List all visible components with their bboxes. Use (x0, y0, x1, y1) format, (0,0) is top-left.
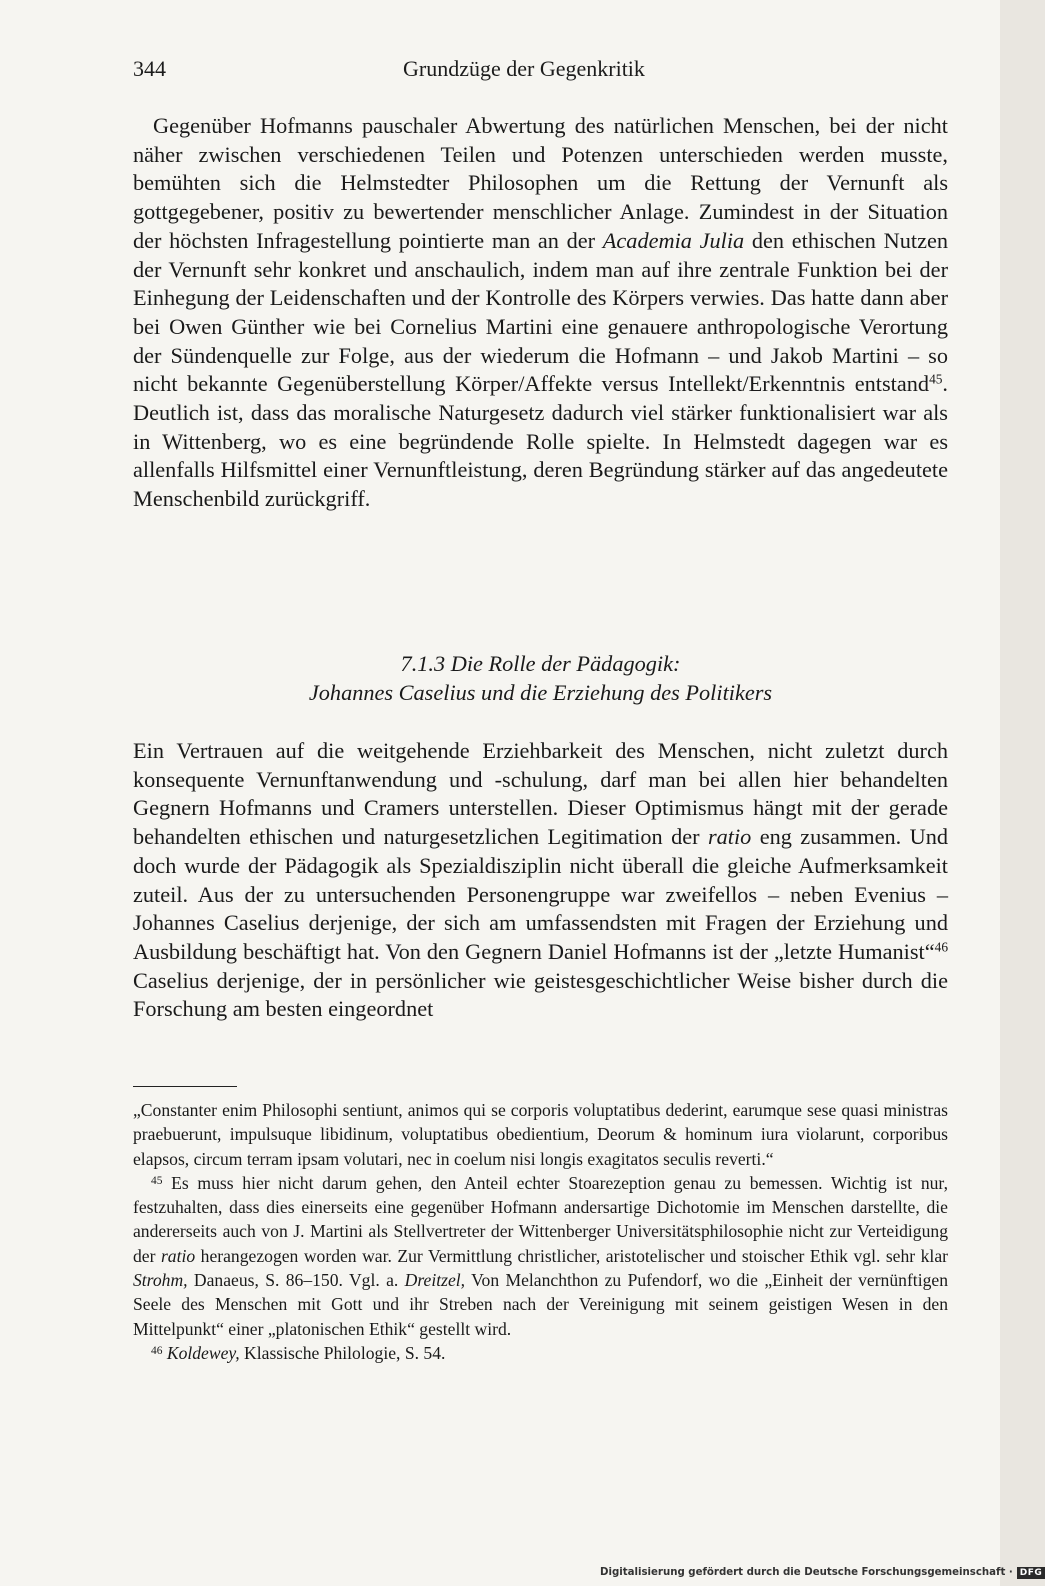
italic-term: ratio (707, 824, 752, 850)
section-heading-line-1: 7.1.3 Die Rolle der Pädagogik: (400, 651, 681, 676)
footnote-ref-45: 45 (929, 371, 943, 387)
footnote-46: $^{46}$ Koldewey, Klassische Philologie, S. 54. (151, 1342, 446, 1363)
footnote-45: $^{45}$ Es muss hier nicht darum gehen, den Anteil echter Stoarezeption genau zu bemessen. Wichtig ist nur, festzuhalten, dass dies einerseits eine gegenüber Hofmann andersartige Dichotomie im Menschen darstellte, die andererseits auch von J. Martini als Stellvertreter der Wittenberger Universitätsphilosophie nicht zur Verteidigung der ratio herangezogen worden war. Zur Vermittlung christlicher, aristotelischer und stoischer Ethik vgl. sehr klar Strohm, Danaeus, S. 86–150. Vgl. a. Dreitzel, Von Melanchthon zu Pufendorf, wo die „Einheit der vernünftigen Seele des Menschen mit Gott und ihr Streben nach der Vereinigung mit seinem geistigen Wesen in den Mittelpunkt“ einer „platonischen Ethik“ gestellt wird. (133, 1172, 948, 1339)
body-paragraph-1: Gegenüber Hofmanns pauschaler Abwertung des natürlichen Menschen, bei der nicht näher zwischen verschiedenen Teilen und Potenzen unterschieden werden musste, bemühten sich die Helmstedter Philosophen um die Rettung der Vernunft als gottgegebener, positiv zu bewertender menschlicher Anlage. Zumindest in der Situation der höchsten Infragestellung pointierte man an der Academia Julia den ethischen Nutzen der Vernunft sehr konkret und anschaulich, indem man auf ihre zentrale Funktion bei der Einhegung der Leidenschaften und der Kontrolle des Körpers verwies. Das hatte dann aber bei Owen Günther wie bei Cornelius Martini eine genauere anthropologische Verortung der Sündenquelle zur Folge, aus der wiederum die Hofmann – und Jakob Martini – so nicht bekannte Gegenüberstellung Körper/Affekte versus Intellekt/Erkenntnis entstand$^{45}$. Deutlich ist, dass das moralische Naturgesetz dadurch viel stärker funktionalisiert war als in Wittenberg, wo es eine begründende Rolle spielte. In Helmstedt dagegen war es allenfalls Hilfsmittel einer Vernunftleistung, deren Begründung stärker auf das angedeutete Menschenbild zurückgriff. (133, 113, 949, 512)
dfg-logo-icon: DFG (1017, 1567, 1045, 1579)
footnote-divider (133, 1086, 237, 1087)
footnote-number: 45 (151, 1174, 163, 1187)
running-header (133, 56, 948, 86)
italic-term: Academia Julia (602, 227, 745, 253)
running-title: Grundzüge der Gegenkritik (403, 56, 645, 81)
body-paragraph-2: Ein Vertrauen auf die weitgehende Erziehbarkeit des Menschen, nicht zuletzt durch konsequente Vernunftanwendung und -schulung, darf man bei allen hier behandelten Gegnern Hofmanns und Cramers unterstellen. Dieser Optimismus hängt mit der gerade behandelten ethischen und naturgesetzlichen Legitimation der ratio eng zusammen. Und doch wurde der Pädagogik als Spezialdisziplin nicht überall die gleiche Aufmerksamkeit zuteil. Aus der zu untersuchenden Personengruppe war zweifellos – neben Evenius – Johannes Caselius derjenige, der sich am umfassendsten mit Fragen der Erziehung und Ausbildung beschäftigt hat. Von den Gegnern Daniel Hofmanns ist der „letzte Humanist“$^{46}$ Caselius derjenige, der in persönlicher wie geistesgeschichtlicher Weise bisher durch die Forschung am besten eingeordnet (133, 738, 948, 1022)
section-heading (133, 650, 948, 708)
footnotes (133, 1098, 948, 1365)
section-heading-line-2: Johannes Caselius und die Erziehung des Politikers (308, 679, 773, 705)
footnote-ref-46: 46 (934, 939, 948, 955)
footnote-number: 46 (151, 1344, 163, 1357)
page-number: 344 (133, 56, 166, 81)
digitization-credit (600, 1567, 1043, 1583)
footnote-quote-continuation: „Constanter enim Philosophi sentiunt, animos qui se corporis voluptatibus dederint, earumque sese quasi ministras praebuerunt, impulsuque libidinum, voluptatibus obedientium, Deorum & hominum iura violarunt, corporibus elapsos, circum terram ipsam volutari, nec in coelum nisi longis exagitatos seculis reverti.“ (133, 1100, 948, 1169)
credit-text: Digitalisierung gefördert durch die Deutsche Forschungsgemeinschaft · (600, 1567, 1013, 1578)
